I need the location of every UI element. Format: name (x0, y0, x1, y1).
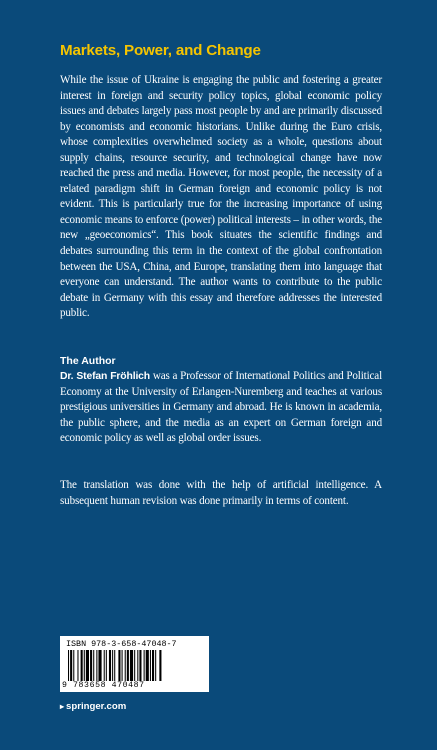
author-name: Dr. Stefan Fröhlich (60, 371, 151, 382)
publisher-link[interactable] (60, 701, 126, 712)
translation-note: The translation was done with the help of artificial intelligence. A subsequent human revision was done primarily in terms of content. (60, 479, 382, 507)
description-paragraph: While the issue of Ukraine is engaging the public and fostering a greater interest in foreign and security policy topics, global economic policy issues and debates largely pass most people by and are primarily discussed by economists and economic historians. Unlike during the Euro crisis, whose complexities overwhelmed society as a whole, questions about supply chains, resource security, and technological change have now reached the press and media. However, for most people, the necessity of a related paradigm shift in German foreign and economic policy is not evident. This is particularly true for the increasing importance of using economic means to enforce (power) political interests – in other words, the new „geoeconomics“. This book situates the scientific findings and debates surrounding this term in the context of the global confrontation between the USA, China, and Europe, translating them into language that everyone can understand. The author wants to contribute to the public debate in Germany with this essay and therefore addresses the interested public. (60, 74, 382, 320)
back-cover-title: Markets, Power, and Change (60, 42, 261, 59)
publisher-url: springer.com (66, 701, 127, 712)
isbn-barcode (60, 636, 209, 692)
arrow-icon: ▸ (60, 702, 65, 711)
author-heading: The Author (60, 355, 116, 367)
barcode-icon (66, 650, 203, 681)
isbn-number: ISBN 978-3-658-47048-7 (66, 639, 177, 649)
author-bio-paragraph (60, 369, 382, 447)
barcode-digits: 9 783658 470487 (62, 681, 145, 690)
author-bio: was a Professor of International Politics and Political Economy at the University of Erlangen-Nuremberg and teaches at various prestigious universities in Germany and abroad. He is known in academia, the public sphere, and the media as an expert on German foreign and economic policy as well as global order issues. (60, 370, 382, 445)
